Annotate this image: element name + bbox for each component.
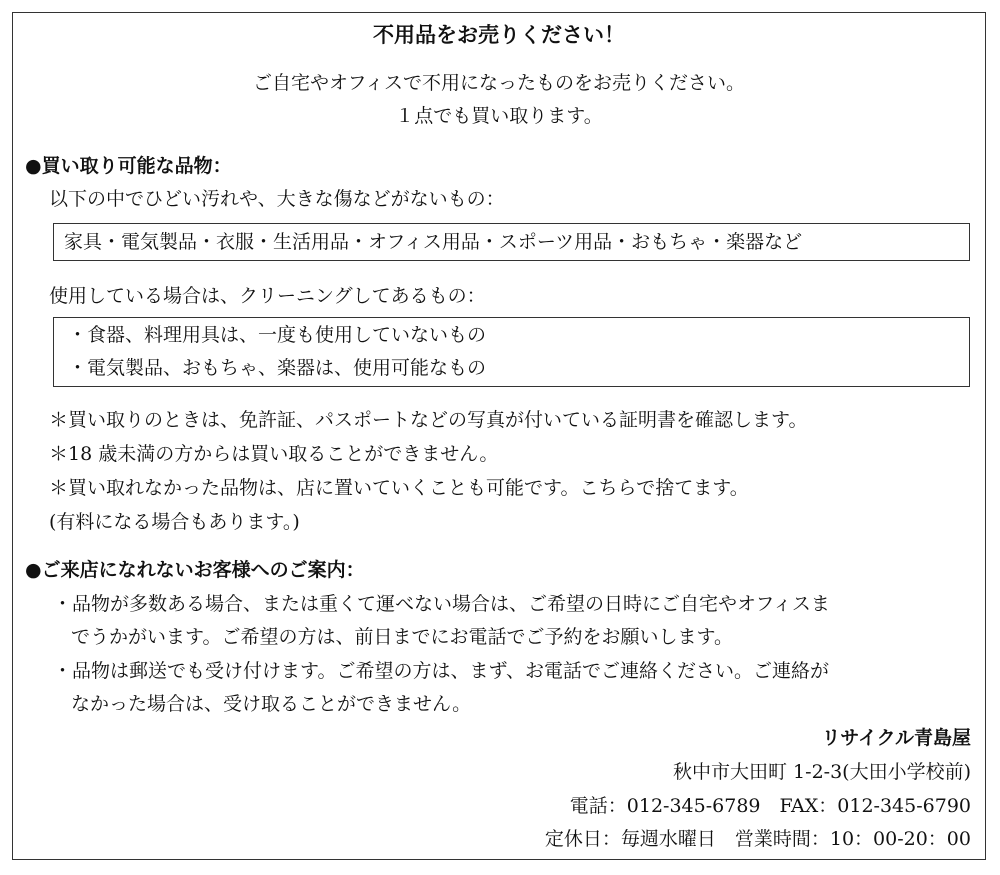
condition-used: 使用している場合は、クリーニングしてあるもの： bbox=[49, 285, 486, 307]
section-heading-visit-service: ●ご来店になれないお客様へのご案内： bbox=[25, 559, 365, 581]
shop-address: 秋中市大田町 1-2-3(大田小学校前) bbox=[673, 761, 971, 783]
note-line: ＊買い取れなかった品物は、店に置いていくことも可能です。こちらで捨てます。 bbox=[49, 477, 749, 499]
used-item: ・電気製品、おもちゃ、楽器は、使用可能なもの bbox=[68, 357, 487, 379]
guide-line: でうかがいます。ご希望の方は、前日までにお電話でご予約をお願いします。 bbox=[71, 626, 733, 648]
note-line: ＊18 歳未満の方からは買い取ることができません。 bbox=[49, 443, 499, 465]
shop-phone-fax: 電話：012-345-6789 FAX：012-345-6790 bbox=[569, 795, 971, 817]
categories-box bbox=[53, 223, 970, 261]
categories-text: 家具・電気製品・衣服・生活用品・オフィス用品・スポーツ用品・おもちゃ・楽器など bbox=[64, 231, 803, 253]
used-items-box bbox=[53, 317, 970, 387]
guide-line: ・品物は郵送でも受け付けます。ご希望の方は、まず、お電話でご連絡ください。ご連絡が bbox=[53, 660, 829, 682]
note-line: (有料になる場合もあります。) bbox=[49, 511, 300, 533]
section-heading-purchasable: ●買い取り可能な品物： bbox=[25, 155, 232, 177]
notice-frame bbox=[12, 12, 986, 860]
shop-hours: 定休日：毎週水曜日 営業時間：10：00-20：00 bbox=[544, 828, 971, 850]
guide-line: ・品物が多数ある場合、または重くて運べない場合は、ご希望の日時にご自宅やオフィスま bbox=[53, 593, 830, 615]
guide-line: なかった場合は、受け取ることができません。 bbox=[71, 693, 472, 715]
note-line: ＊買い取りのときは、免許証、パスポートなどの写真が付いている証明書を確認します。 bbox=[49, 409, 808, 431]
page-title: 不用品をお売りください！ bbox=[373, 23, 625, 47]
shop-name: リサイクル青島屋 bbox=[821, 727, 971, 749]
intro-line-2: １点でも買い取ります。 bbox=[395, 105, 603, 127]
condition-unused: 以下の中でひどい汚れや、大きな傷などがないもの： bbox=[49, 188, 505, 210]
used-item: ・食器、料理用具は、一度も使用していないもの bbox=[68, 324, 487, 346]
intro-line-1: ご自宅やオフィスで不用になったものをお売りください。 bbox=[253, 72, 745, 94]
